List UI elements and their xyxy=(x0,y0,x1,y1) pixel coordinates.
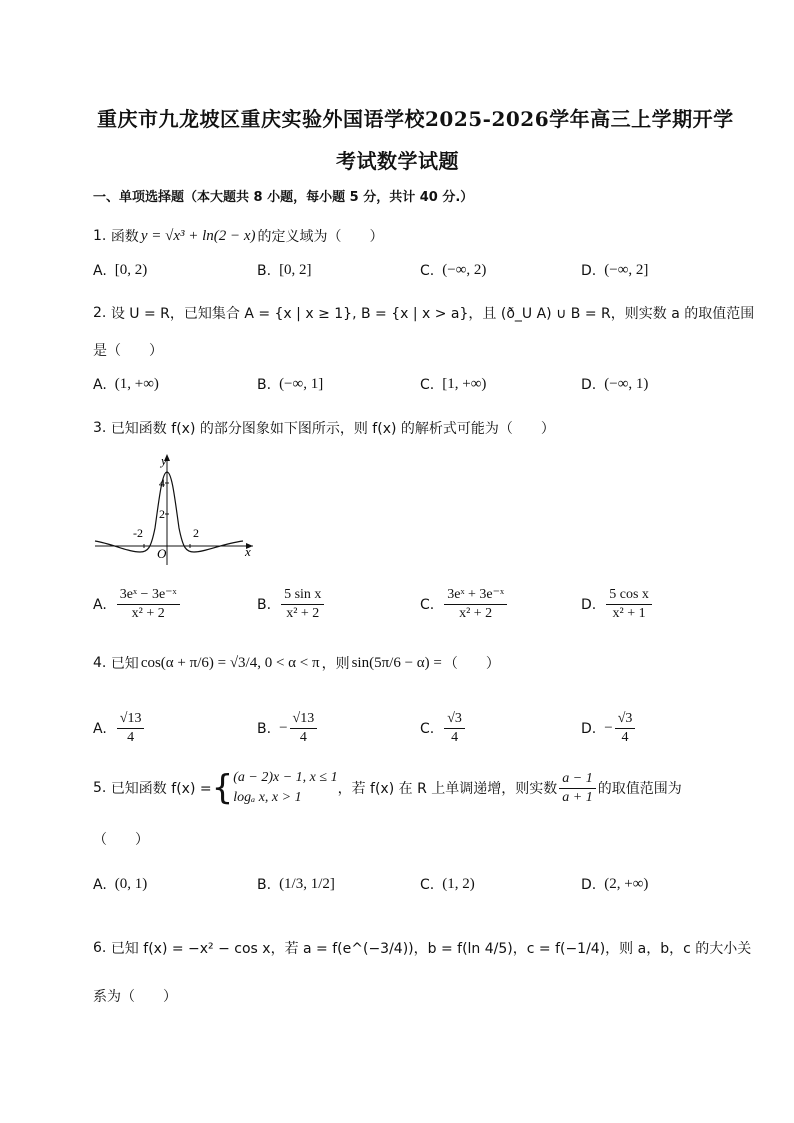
function-graph xyxy=(93,450,263,570)
option-label: A. xyxy=(93,720,107,737)
question-text: 已知函数 f(x) = xyxy=(110,781,212,797)
fraction-denominator: 4 xyxy=(127,730,135,745)
fraction-denominator: x² + 2 xyxy=(459,606,493,621)
option-c[interactable] xyxy=(420,262,486,279)
question-text: 已知 xyxy=(110,656,139,672)
option-c[interactable] xyxy=(420,376,486,393)
option-a[interactable] xyxy=(93,876,147,893)
option-value: (−∞, 1) xyxy=(604,376,649,392)
option-a[interactable] xyxy=(93,262,147,279)
option-b[interactable] xyxy=(257,710,319,747)
option-value: [0, 2) xyxy=(114,262,148,278)
fraction-denominator: x² + 2 xyxy=(286,606,320,621)
option-value: (0, 1) xyxy=(114,876,148,892)
option-c[interactable] xyxy=(420,710,467,747)
option-value: (1, 2) xyxy=(442,876,475,892)
fraction-numerator: √3 xyxy=(615,710,636,729)
option-value: (2, +∞) xyxy=(604,876,649,892)
option-a[interactable] xyxy=(93,710,146,747)
question-2-cont xyxy=(93,340,163,360)
question-number: 3. xyxy=(93,420,107,436)
option-label: B. xyxy=(257,596,272,613)
option-b[interactable] xyxy=(257,376,323,393)
fraction-numerator: 5 cos x xyxy=(606,586,652,605)
option-a[interactable] xyxy=(93,586,182,623)
fraction-denominator: a + 1 xyxy=(562,789,593,805)
option-value: [0, 2] xyxy=(279,262,312,278)
option-label: C. xyxy=(420,596,435,613)
option-label: D. xyxy=(581,596,597,613)
question-1 xyxy=(93,226,384,246)
option-value: (−∞, 1] xyxy=(279,376,324,392)
question-number: 5. xyxy=(93,780,107,796)
question-text: （ ） xyxy=(93,832,149,848)
option-d[interactable] xyxy=(581,586,654,623)
question-text: 的定义域为（ ） xyxy=(257,229,384,245)
sign: − xyxy=(279,720,288,736)
fraction-denominator: 4 xyxy=(621,730,629,745)
question-5-cont xyxy=(93,829,149,849)
tick-label: 2 xyxy=(159,507,165,521)
x-axis-label: x xyxy=(245,544,251,559)
y-axis-label: y xyxy=(161,453,167,468)
option-label: C. xyxy=(420,720,435,737)
case-2: logₐ x, x > 1 xyxy=(233,790,302,805)
option-label: A. xyxy=(93,596,107,613)
option-c[interactable] xyxy=(420,586,509,623)
fraction-numerator: √3 xyxy=(444,710,465,729)
piecewise-cases xyxy=(233,768,337,808)
fraction-numerator: 5 sin x xyxy=(281,586,324,605)
function-curve xyxy=(95,472,243,552)
question-text: 系为（ ） xyxy=(93,989,177,1005)
fraction-numerator: √13 xyxy=(117,710,145,729)
question-number: 2. xyxy=(93,305,107,321)
option-label: B. xyxy=(257,720,272,737)
option-value: [1, +∞) xyxy=(442,376,487,392)
option-d[interactable] xyxy=(581,376,648,393)
fraction-numerator: 3eˣ − 3e⁻ˣ xyxy=(117,586,180,605)
option-value: (1/3, 1/2] xyxy=(279,876,335,892)
question-text: （ ） xyxy=(443,656,500,672)
question-5 xyxy=(93,768,682,808)
option-label: C. xyxy=(420,262,435,279)
question-2 xyxy=(93,303,754,323)
option-label: C. xyxy=(420,876,435,893)
option-label: D. xyxy=(581,720,597,737)
question-text: 函数 xyxy=(110,229,139,245)
fraction-denominator: 4 xyxy=(299,730,307,745)
option-value: (−∞, 2) xyxy=(442,262,487,278)
fraction-numerator: √13 xyxy=(290,710,318,729)
fraction-denominator: 4 xyxy=(451,730,459,745)
question-6-cont xyxy=(93,986,177,1006)
option-label: B. xyxy=(257,376,272,393)
tick-label: 2 xyxy=(193,526,199,540)
question-text: 已知函数 f(x) 的部分图象如下图所示，则 f(x) 的解析式可能为（ ） xyxy=(110,421,555,437)
option-label: A. xyxy=(93,376,107,393)
option-label: D. xyxy=(581,262,597,279)
option-b[interactable] xyxy=(257,262,312,279)
question-text: ，则 xyxy=(321,656,350,672)
tick-label: 4 xyxy=(159,476,165,490)
question-text: ，若 f(x) 在 R 上单调递增，则实数 xyxy=(337,781,558,797)
question-number: 1. xyxy=(93,228,107,244)
option-label: D. xyxy=(581,376,597,393)
math-expression: cos(α + π/6) = √3/4, 0 < α < π xyxy=(140,654,320,671)
question-number: 4. xyxy=(93,655,107,671)
math-expression: sin(5π/6 − α) = xyxy=(351,654,442,671)
question-6 xyxy=(93,938,751,958)
origin-label: O xyxy=(157,546,167,561)
question-text: 是（ ） xyxy=(93,343,163,359)
question-text: 设 U = R，已知集合 A = {x | x ≥ 1}, B = {x | x > a}，且 (ð_U A) ∪ B = R，则实数 a 的取值范围 xyxy=(110,306,755,322)
fraction-numerator: 3eˣ + 3e⁻ˣ xyxy=(444,586,507,605)
tick-label: -2 xyxy=(133,526,143,540)
option-b[interactable] xyxy=(257,876,335,893)
title-line-2: 考试数学试题 xyxy=(336,149,459,173)
option-label: C. xyxy=(420,376,435,393)
option-value: (1, +∞) xyxy=(114,376,159,392)
option-d[interactable] xyxy=(581,262,648,279)
option-label: B. xyxy=(257,262,272,279)
option-label: A. xyxy=(93,262,107,279)
left-brace-icon: { xyxy=(211,768,234,808)
question-4 xyxy=(93,653,500,673)
title-line-1: 重庆市九龙坡区重庆实验外国语学校2025-2026学年高三上学期开学 xyxy=(97,107,734,131)
option-d[interactable] xyxy=(581,710,637,747)
section-heading: 一、单项选择题（本大题共 8 小题，每小题 5 分，共计 40 分.） xyxy=(93,190,474,205)
question-text: 的取值范围为 xyxy=(597,781,682,797)
option-c[interactable] xyxy=(420,876,475,893)
sign: − xyxy=(604,720,613,736)
option-a[interactable] xyxy=(93,376,159,393)
question-number: 6. xyxy=(93,940,107,956)
option-b[interactable] xyxy=(257,586,326,623)
option-label: A. xyxy=(93,876,107,893)
case-1: (a − 2)x − 1, x ≤ 1 xyxy=(233,770,338,785)
option-label: B. xyxy=(257,876,272,893)
math-expression: y = √x³ + ln(2 − x) xyxy=(140,227,256,244)
question-3 xyxy=(93,418,555,438)
fraction-numerator: a − 1 xyxy=(559,770,595,789)
question-text: 已知 f(x) = −x² − cos x，若 a = f(e^(−3/4))，b = f(ln 4/5)，c = f(−1/4)，则 a，b，c 的大小关 xyxy=(110,941,752,957)
option-label: D. xyxy=(581,876,597,893)
option-value: (−∞, 2] xyxy=(604,262,649,278)
fraction-denominator: x² + 2 xyxy=(131,606,165,621)
fraction-denominator: x² + 1 xyxy=(612,606,646,621)
option-d[interactable] xyxy=(581,876,648,893)
